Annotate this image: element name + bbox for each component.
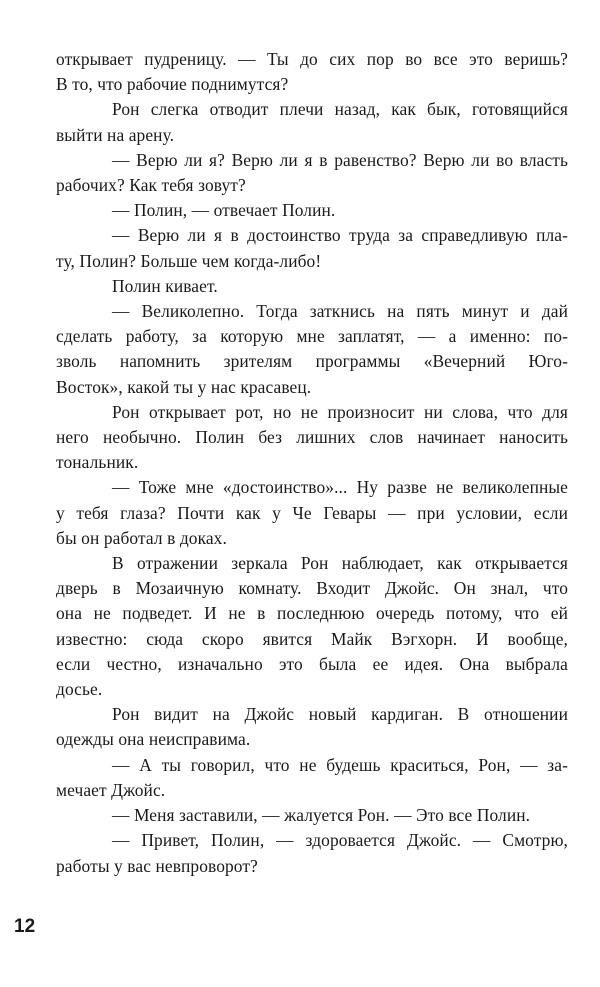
text-line: — Меня заставили, — жалуется Рон. — Это все Полин. <box>112 805 531 826</box>
text-line: — Великолепно. Тогда заткнись на пять минут и дай <box>112 301 568 322</box>
text-line: если честно, изначально это была ее идея. Она выбрала <box>56 653 568 674</box>
page-number: 12 <box>14 916 36 937</box>
text-line: — Тоже мне «достоинство»... Ну разве не великолепные <box>112 477 568 498</box>
text-line: она не подведет. И не в последнюю очередь потому, что ей <box>56 603 568 624</box>
text-line: мечает Джойс. <box>56 779 166 800</box>
text-line: Рон открывает рот, но не произносит ни слова, что для <box>112 401 568 422</box>
text-line: В отражении зеркала Рон наблюдает, как открывается <box>112 553 568 574</box>
text-line: Рон видит на Джойс новый кардиган. В отношении <box>112 704 568 725</box>
text-line: — Верю ли я? Верю ли я в равенство? Верю ли во власть <box>112 149 568 170</box>
text-line: Полин кивает. <box>112 275 218 296</box>
text-line: рабочих? Как тебя зовут? <box>56 175 246 196</box>
page-text <box>56 47 568 879</box>
text-line: работы у вас невпроворот? <box>56 855 258 876</box>
text-line: — А ты говорил, что не будешь краситься, Рон, — за- <box>112 754 568 775</box>
text-line: ту, Полин? Больше чем когда-либо! <box>56 250 322 271</box>
text-line: открывает пудреницу. — Ты до сих пор во все это веришь? <box>56 49 568 69</box>
text-line: дверь в Мозаичную комнату. Входит Джойс. Он знал, что <box>56 578 568 599</box>
text-line: досье. <box>56 679 103 700</box>
text-line: одежды она неисправима. <box>56 729 251 750</box>
text-line: известно: сюда скоро явится Майк Вэгхорн. И вообще, <box>56 628 568 649</box>
text-line: Рон слегка отводит плечи назад, как бык, готовящийся <box>112 99 568 120</box>
text-line: него необычно. Полин без лишних слов начинает наносить <box>56 427 568 448</box>
text-line: В то, что рабочие поднимутся? <box>56 74 289 95</box>
text-line: — Полин, — отвечает Полин. <box>112 200 336 221</box>
text-line: — Привет, Полин, — здоровается Джойс. — Смотрю, <box>112 830 568 851</box>
text-line: сделать работу, за которую мне заплатят, — а именно: по- <box>56 326 568 347</box>
text-line: Восток», какой ты у нас красавец. <box>56 376 312 397</box>
text-line: у тебя глаза? Почти как у Че Гевары — при условии, если <box>56 502 568 523</box>
text-line: зволь напомнить зрителям программы «Вечерний Юго- <box>56 351 568 372</box>
text-line: тональник. <box>56 452 139 473</box>
text-line: выйти на арену. <box>56 124 175 145</box>
text-line: бы он работал в доках. <box>56 527 227 548</box>
text-line: — Верю ли я в достоинство труда за справедливую пла- <box>112 225 568 246</box>
